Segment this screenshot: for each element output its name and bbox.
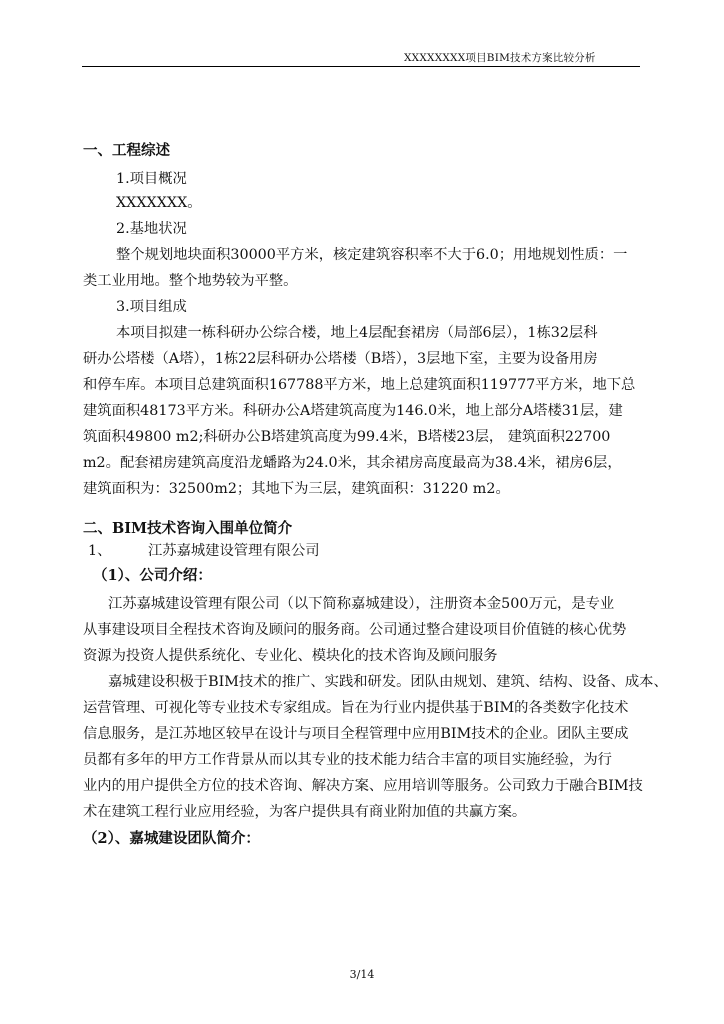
intro-para-2-line-1: 嘉城建设积极于BIM技术的推广、实践和研发。团队由规划、建筑、结构、设备、成本、 — [108, 674, 668, 690]
intro-para-1-line-3: 资源为投资人提供系统化、专业化、模块化的技术咨询及顾问服务 — [83, 648, 498, 664]
subsection-3-line-6: m2。配套裙房建筑高度沿龙蟠路为24.0米，其余裙房高度最高为38.4米，裙房6层， — [83, 455, 622, 471]
subsection-1-title: 1.项目概况 — [116, 171, 187, 187]
team-intro-heading: （2）、嘉城建设团队简介： — [83, 830, 260, 847]
subsection-3-line-7: 建筑面积为：32500m2；其地下为三层，建筑面积：31220 m2。 — [83, 481, 510, 497]
section-1-heading: 一、工程综述 — [83, 142, 170, 159]
intro-para-1-line-1: 江苏嘉城建设管理有限公司（以下简称嘉城建设），注册资本金500万元，是专业 — [108, 596, 615, 612]
intro-para-2-line-6: 术在建筑工程行业应用经验，为客户提供具有商业附加值的共赢方案。 — [83, 804, 527, 820]
page-number: 3/14 — [349, 968, 375, 981]
intro-para-1-line-2: 从事建设项目全程技术咨询及顾问的服务商。公司通过整合建设项目价值链的核心优势 — [83, 622, 627, 638]
section-2-heading: 二、BIM技术咨询入围单位简介 — [83, 520, 293, 537]
running-header: XXXXXXXX项目BIM技术方案比较分析 — [404, 52, 596, 64]
subsection-3-title: 3.项目组成 — [116, 299, 187, 315]
company-item-number: 1、 — [88, 543, 112, 559]
company-item-name: 江苏嘉城建设管理有限公司 — [148, 543, 320, 559]
subsection-2-line-2: 类工业用地。整个地势较为平整。 — [83, 273, 298, 289]
subsection-3-line-4: 建筑面积48173平方米。科研办公A塔建筑高度为146.0米，地上部分A塔楼31层，建 — [83, 403, 623, 419]
subsection-3-line-2: 研办公塔楼（A塔），1栋22层科研办公塔楼（B塔），3层地下室，主要为设备用房 — [83, 351, 598, 367]
company-intro-heading: （1）、公司介绍： — [93, 567, 212, 584]
intro-para-2-line-3: 信息服务，是江苏地区较早在设计与项目全程管理中应用BIM技术的企业。团队主要成 — [83, 726, 629, 742]
intro-para-2-line-5: 业内的用户提供全方位的技术咨询、解决方案、应用培训等服务。公司致力于融合BIM技 — [83, 778, 643, 794]
subsection-2-title: 2.基地状况 — [116, 221, 187, 237]
subsection-3-line-5: 筑面积49800 m2;科研办公B塔建筑高度为99.4米，B塔楼23层， 建筑面积22700 — [83, 429, 611, 445]
subsection-3-line-3: 和停车库。本项目总建筑面积167788平方米，地上总建筑面积119777平方米，地下总 — [83, 377, 636, 393]
header-rule — [82, 66, 640, 67]
subsection-3-line-1: 本项目拟建一栋科研办公综合楼，地上4层配套裙房（局部6层），1栋32层科 — [116, 325, 598, 341]
intro-para-2-line-4: 员都有多年的甲方工作背景从而以其专业的技术能力结合丰富的项目实施经验，为行 — [83, 752, 612, 768]
subsection-2-line-1: 整个规划地块面积30000平方米，核定建筑容积率不大于6.0；用地规划性质：一 — [116, 247, 628, 263]
intro-para-2-line-2: 运营管理、可视化等专业技术专家组成。旨在为行业内提供基于BIM的各类数字化技术 — [83, 700, 629, 716]
subsection-1-text: XXXXXXX。 — [116, 195, 202, 211]
